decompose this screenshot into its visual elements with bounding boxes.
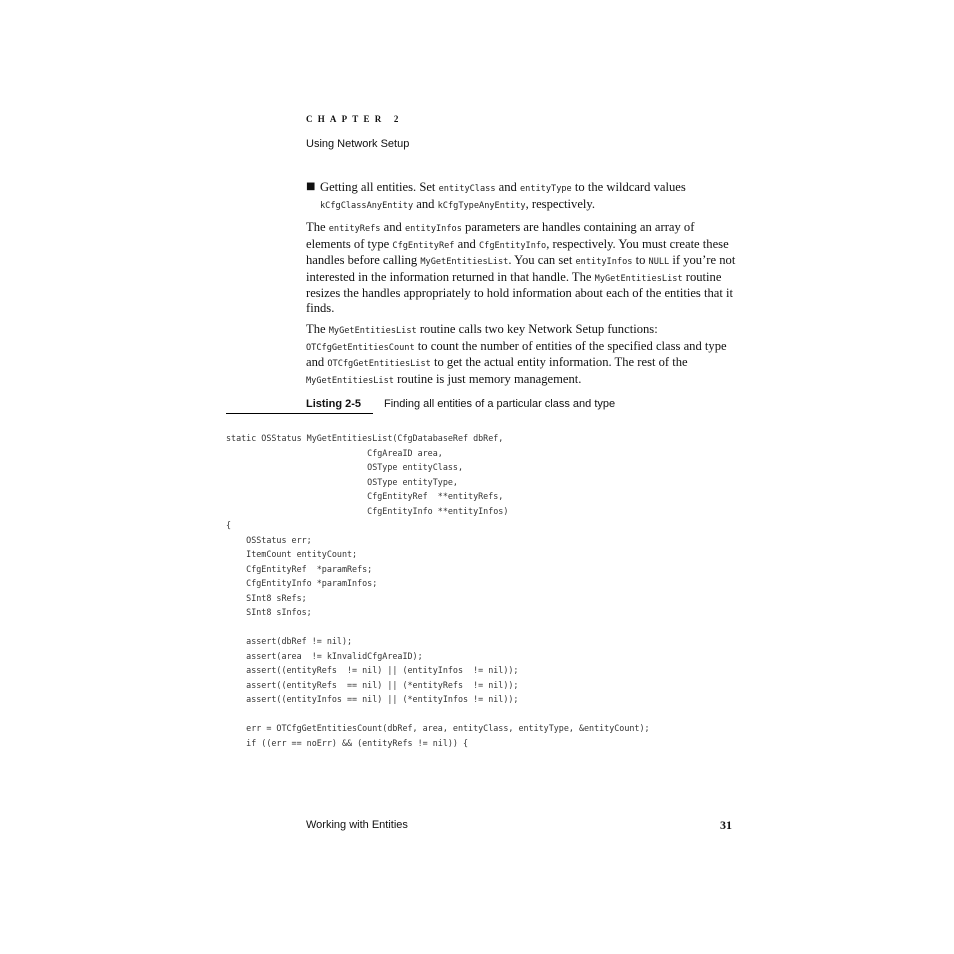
text: . You can set (508, 253, 576, 267)
text: to the wildcard values (571, 180, 686, 194)
code-term: MyGetEntitiesList (306, 375, 394, 386)
text: The (306, 220, 329, 234)
listing-caption (306, 398, 615, 410)
code-term: CfgEntityRef (392, 240, 455, 251)
code-term: MyGetEntitiesList (420, 257, 509, 267)
code-term: kCfgTypeAnyEntity (437, 200, 526, 211)
text: and (454, 236, 479, 251)
text: routine resizes the handles appropriately to hold information about each of the entities that it finds. (306, 269, 734, 315)
chapter-label: CHAPTER 2 (306, 114, 404, 124)
section-title: Using Network Setup (306, 138, 410, 150)
text: , respectively. (525, 196, 596, 211)
listing-number: Listing 2-5 (306, 398, 362, 410)
body-text (306, 180, 736, 395)
text: The (306, 322, 329, 336)
text: routine is just memory management. (393, 371, 582, 386)
code-listing: static OSStatus MyGetEntitiesList(CfgDatabaseRef dbRef, CfgAreaID area, OSType entityClass, OSType entityType, CfgEntityRef **entityRefs, CfgEntityInfo **entityInfos) { OSStatus err; ItemCount entityCount; CfgEntityRef *paramRefs; CfgEntityInfo *paramInfos; SInt8 sRefs; SInt8 sInfos; assert(dbRef != nil); assert(area != kInvalidCfgAreaID); assert((entityRefs != nil) || (entityInfos != nil)); assert((entityRefs == nil) || (*entityRefs != nil)); assert((entityInfos == nil) || (*entityInfos != nil)); err = OTCfgGetEntitiesCount(dbRef, area, entityClass, entityType, &entityCount); if ((err == noErr) && (entityRefs != nil)) { (226, 433, 650, 748)
square-bullet-icon: ■ (306, 181, 316, 192)
code-term: kCfgClassAnyEntity (320, 200, 414, 211)
paragraph-handles (306, 220, 736, 315)
code-term: entityInfos (575, 257, 633, 267)
footer-section: Working with Entities (306, 819, 408, 831)
code-term: entityInfos (404, 224, 462, 234)
bullet-item (306, 180, 736, 213)
code-term: entityClass (438, 184, 496, 194)
text: parameters are handles containing an array of elements of type (306, 220, 695, 251)
code-term: OTCfgGetEntitiesList (327, 359, 431, 369)
text: and (495, 180, 520, 194)
code-term: MyGetEntitiesList (328, 326, 417, 336)
text: and (380, 220, 405, 234)
text: to get the actual entity information. The rest of the (430, 355, 688, 369)
code-term: CfgEntityInfo (478, 240, 547, 251)
text: Getting all entities. Set (320, 180, 439, 194)
text: to (632, 253, 649, 267)
text: , respectively. You must create these handles before calling (306, 236, 729, 267)
code-term: entityRefs (328, 224, 381, 234)
code-term: entityType (519, 184, 572, 194)
text: to count the number of entities of the specified class and type and (306, 338, 727, 369)
text: and (413, 196, 438, 211)
paragraph-routine (306, 322, 736, 388)
code-term: NULL (648, 257, 670, 267)
text: routine calls two key Network Setup functions: (416, 322, 658, 336)
listing-rule (226, 413, 373, 414)
code-term: OTCfgGetEntitiesCount (306, 342, 415, 353)
code-term: MyGetEntitiesList (594, 273, 683, 284)
page-number: 31 (720, 818, 732, 832)
text: if you’re not interested in the information returned in that handle. The (306, 253, 736, 284)
listing-title: Finding all entities of a particular class and type (384, 398, 616, 410)
